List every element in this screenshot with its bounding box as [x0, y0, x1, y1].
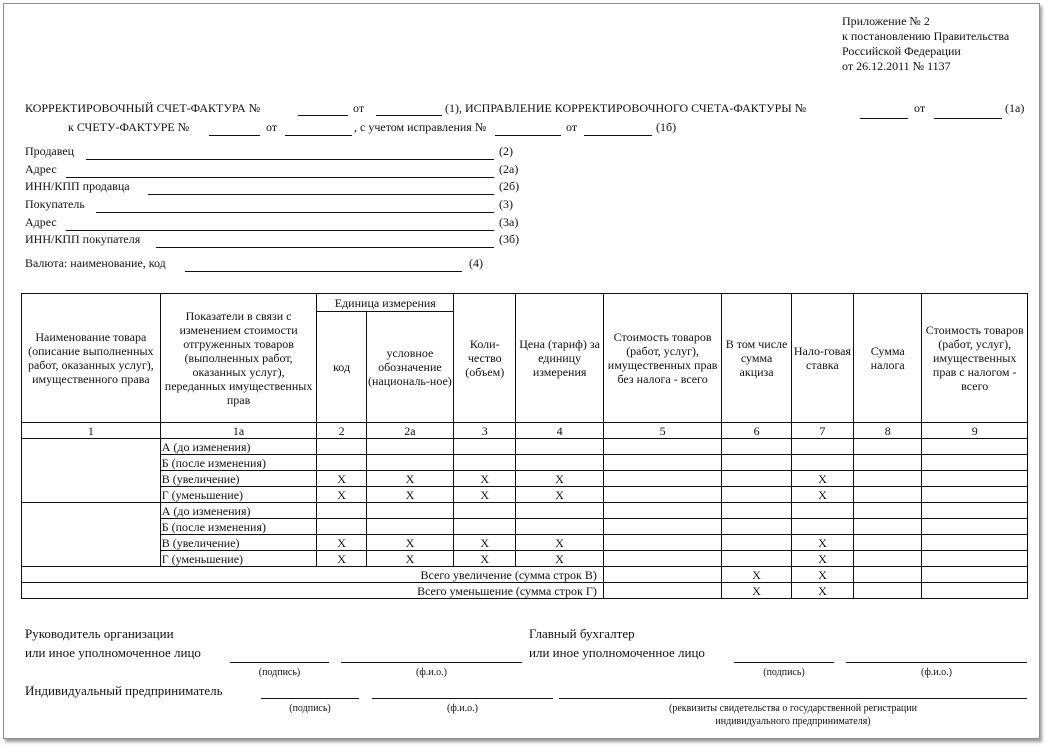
- cell[interactable]: [791, 503, 853, 519]
- cell[interactable]: [603, 455, 722, 471]
- invoice-date-field[interactable]: [376, 115, 442, 116]
- column-number: 1: [22, 423, 161, 439]
- entrepreneur-fio-field[interactable]: [372, 698, 553, 699]
- title-mark-1a: (1а): [1005, 101, 1025, 115]
- appendix-line: Приложение № 2: [842, 14, 930, 28]
- cell[interactable]: [516, 519, 603, 535]
- title-ot-2: от: [914, 101, 926, 115]
- row-label: Г (уменьшение): [160, 551, 317, 567]
- seller-address-label: Адрес: [25, 162, 57, 176]
- cell[interactable]: [854, 487, 922, 503]
- row-label: В (увеличение): [160, 471, 317, 487]
- cell[interactable]: [603, 471, 722, 487]
- registration-caption-line: индивидуального предпринимателя): [715, 716, 871, 727]
- cell[interactable]: [791, 439, 853, 455]
- cell[interactable]: [366, 455, 453, 471]
- cell[interactable]: [603, 535, 722, 551]
- chief-accountant-label-2: или иное уполномоченное лицо: [529, 645, 705, 660]
- cross-mark: X: [722, 567, 791, 583]
- currency-mark: (4): [469, 256, 483, 270]
- cell[interactable]: [603, 439, 722, 455]
- total-decrease-row: [22, 583, 1028, 599]
- correction-number-field[interactable]: [860, 118, 908, 119]
- cell[interactable]: [603, 567, 722, 583]
- cell[interactable]: [317, 455, 366, 471]
- buyer-inn-field[interactable]: [156, 247, 494, 248]
- appendix-line: к постановлению Правительства: [842, 29, 1010, 43]
- title-correction: (1), ИСПРАВЛЕНИЕ КОРРЕКТИРОВОЧНОГО СЧЕТА-ФАКТУРЫ №: [445, 101, 807, 115]
- cell[interactable]: [722, 535, 791, 551]
- header-cost-with-tax: Стоимость товаров (работ, услуг), имущественных прав с налогом - всего: [922, 294, 1028, 423]
- cell[interactable]: [854, 551, 922, 567]
- cell[interactable]: [922, 519, 1028, 535]
- chief-fio-field[interactable]: [846, 662, 1027, 663]
- buyer-address-field[interactable]: [66, 230, 494, 231]
- buyer-inn-mark: (3б): [499, 232, 520, 246]
- cell[interactable]: [922, 535, 1028, 551]
- cell[interactable]: [791, 519, 853, 535]
- column-number: 2: [317, 423, 366, 439]
- table-row: [22, 503, 1028, 519]
- cell[interactable]: [516, 439, 603, 455]
- currency-field[interactable]: [185, 271, 462, 272]
- seller-label: Продавец: [25, 144, 75, 158]
- header-quantity: Коли-чество (объем): [454, 294, 516, 423]
- cell[interactable]: [454, 503, 516, 519]
- cell[interactable]: [922, 439, 1028, 455]
- total-increase-row: [22, 567, 1028, 583]
- table-row: [22, 455, 1028, 471]
- row-label: Б (после изменения): [160, 519, 317, 535]
- cross-mark: X: [454, 551, 516, 567]
- base-correction-date-field[interactable]: [584, 135, 652, 136]
- cell[interactable]: [366, 439, 453, 455]
- entrepreneur-fio-caption: (ф.и.о.): [447, 703, 478, 714]
- cross-mark: X: [317, 551, 366, 567]
- cell[interactable]: [922, 583, 1028, 599]
- seller-inn-field[interactable]: [148, 194, 494, 195]
- row-label: А (до изменения): [160, 439, 317, 455]
- cell[interactable]: [317, 519, 366, 535]
- seller-inn-mark: (2б): [499, 179, 520, 193]
- head-label-1: Руководитель организации: [25, 626, 174, 641]
- row-label: А (до изменения): [160, 503, 317, 519]
- cross-mark: X: [454, 487, 516, 503]
- cross-mark: X: [366, 487, 453, 503]
- buyer-mark: (3): [499, 197, 513, 211]
- header-tax-rate: Нало-говая ставка: [791, 294, 853, 423]
- header-unit-code: код: [317, 312, 366, 423]
- column-number: 3: [454, 423, 516, 439]
- table-row: [22, 439, 1028, 455]
- cross-mark: X: [722, 583, 791, 599]
- entrepreneur-label: Индивидуальный предприниматель: [25, 683, 223, 698]
- column-number: 1а: [160, 423, 317, 439]
- cell[interactable]: [722, 551, 791, 567]
- cell[interactable]: [722, 487, 791, 503]
- cell[interactable]: [922, 503, 1028, 519]
- cell[interactable]: [366, 503, 453, 519]
- cross-mark: X: [791, 567, 853, 583]
- appendix-note: [842, 14, 1009, 74]
- buyer-address-label: Адрес: [25, 215, 57, 229]
- cross-mark: X: [454, 535, 516, 551]
- invoice-table: [21, 293, 1028, 599]
- cell[interactable]: [454, 519, 516, 535]
- row-label: Б (после изменения): [160, 455, 317, 471]
- column-number: 6: [722, 423, 791, 439]
- entrepreneur-signature-caption: (подпись): [289, 703, 331, 714]
- seller-inn-label: ИНН/КПП продавца: [25, 179, 130, 193]
- cross-mark: X: [516, 551, 603, 567]
- title-to-invoice: к СЧЕТУ-ФАКТУРЕ №: [68, 120, 190, 134]
- cell[interactable]: [366, 519, 453, 535]
- cell[interactable]: [603, 519, 722, 535]
- title-ot-1: от: [353, 101, 365, 115]
- cross-mark: X: [317, 471, 366, 487]
- table-row: [22, 471, 1028, 487]
- cell[interactable]: [722, 471, 791, 487]
- chief-fio-caption: (ф.и.о.): [921, 667, 952, 678]
- header-product-name: Наименование товара (описание выполненных работ, оказанных услуг), имущественного права: [22, 294, 161, 423]
- cell[interactable]: [516, 455, 603, 471]
- cross-mark: X: [516, 487, 603, 503]
- entrepreneur-registration-caption: [559, 702, 1027, 728]
- title-ot-4: от: [566, 120, 578, 134]
- cross-mark: X: [366, 471, 453, 487]
- invoice-table-wrapper: [21, 293, 1028, 599]
- seller-address-mark: (2а): [499, 162, 519, 176]
- table-row: [22, 487, 1028, 503]
- cell[interactable]: [922, 455, 1028, 471]
- cell[interactable]: [854, 535, 922, 551]
- cell[interactable]: [317, 503, 366, 519]
- base-invoice-date-field[interactable]: [285, 135, 352, 136]
- head-signature-caption: (подпись): [258, 667, 301, 678]
- cell[interactable]: [922, 551, 1028, 567]
- cell[interactable]: [854, 439, 922, 455]
- buyer-address-mark: (3а): [499, 215, 519, 229]
- head-signature-field[interactable]: [230, 662, 329, 663]
- cell[interactable]: [603, 583, 722, 599]
- head-fio-field[interactable]: [341, 662, 522, 663]
- title-mark-1b: (1б): [656, 120, 677, 134]
- cell[interactable]: [854, 471, 922, 487]
- header-unit-group: Единица измерения: [317, 294, 454, 312]
- cell[interactable]: [603, 551, 722, 567]
- cell[interactable]: [454, 439, 516, 455]
- cell[interactable]: [854, 455, 922, 471]
- table-row: [22, 519, 1028, 535]
- head-fio-caption: (ф.и.о.): [416, 667, 447, 678]
- header-cost-without-tax: Стоимость товаров (работ, услуг), имущественных прав без налога - всего: [603, 294, 722, 423]
- header-indicators: Показатели в связи с изменением стоимости отгруженных товаров (выполненных работ, оказанных услуг), переданных имущественных прав: [160, 294, 317, 423]
- cell[interactable]: [854, 519, 922, 535]
- column-number: 5: [603, 423, 722, 439]
- cross-mark: X: [317, 535, 366, 551]
- title-with-correction: , с учетом исправления №: [354, 120, 487, 134]
- header-unit-designation: условное обозначение (националь-ное): [366, 312, 453, 423]
- table-row: [22, 535, 1028, 551]
- column-number: 8: [854, 423, 922, 439]
- base-invoice-number-field[interactable]: [209, 135, 260, 136]
- cell[interactable]: [854, 503, 922, 519]
- chief-signature-caption: (подпись): [763, 667, 805, 678]
- cross-mark: X: [516, 471, 603, 487]
- appendix-line: от 26.12.2011 № 1137: [842, 59, 951, 73]
- buyer-label: Покупатель: [25, 197, 85, 211]
- seller-mark: (2): [499, 144, 513, 158]
- product-name-cell[interactable]: [22, 503, 161, 567]
- chief-accountant-label-1: Главный бухгалтер: [529, 626, 635, 641]
- header-excise: В том числе сумма акциза: [722, 294, 791, 423]
- invoice-form-page: [3, 3, 1040, 739]
- cell[interactable]: [516, 503, 603, 519]
- column-number: 4: [516, 423, 603, 439]
- cell[interactable]: [791, 455, 853, 471]
- base-correction-number-field[interactable]: [495, 135, 561, 136]
- column-number: 2а: [366, 423, 453, 439]
- cell[interactable]: [854, 567, 922, 583]
- chief-signature-field[interactable]: [734, 662, 834, 663]
- product-name-cell[interactable]: [22, 439, 161, 503]
- cell[interactable]: [722, 439, 791, 455]
- cross-mark: X: [366, 535, 453, 551]
- cell[interactable]: [722, 503, 791, 519]
- buyer-inn-label: ИНН/КПП покупателя: [25, 232, 141, 246]
- row-label: В (увеличение): [160, 535, 317, 551]
- seller-field[interactable]: [86, 159, 494, 160]
- invoice-number-field[interactable]: [298, 115, 348, 116]
- seller-address-field[interactable]: [66, 177, 494, 178]
- title-ot-3: от: [266, 120, 278, 134]
- buyer-field[interactable]: [96, 212, 494, 213]
- cell[interactable]: [454, 455, 516, 471]
- entrepreneur-signature-field[interactable]: [261, 698, 359, 699]
- registration-caption-line: (реквизиты свидетельства о государственной регистрации: [669, 703, 917, 714]
- cell[interactable]: [603, 503, 722, 519]
- correction-date-field[interactable]: [934, 118, 1002, 119]
- title-main: КОРРЕКТИРОВОЧНЫЙ СЧЕТ-ФАКТУРА №: [25, 101, 261, 115]
- header-tax-amount: Сумма налога: [854, 294, 922, 423]
- cross-mark: X: [791, 551, 853, 567]
- cross-mark: X: [366, 551, 453, 567]
- cross-mark: X: [791, 535, 853, 551]
- cell[interactable]: [922, 471, 1028, 487]
- head-label-2: или иное уполномоченное лицо: [25, 645, 201, 660]
- cross-mark: X: [454, 471, 516, 487]
- cell[interactable]: [922, 567, 1028, 583]
- total-increase-label: Всего увеличение (сумма строк В): [22, 567, 604, 583]
- column-numbers-row: [22, 423, 1028, 439]
- currency-label: Валюта: наименование, код: [25, 256, 166, 270]
- cell[interactable]: [922, 487, 1028, 503]
- header-price: Цена (тариф) за единицу измерения: [516, 294, 603, 423]
- cross-mark: X: [516, 535, 603, 551]
- cell[interactable]: [317, 439, 366, 455]
- cross-mark: X: [791, 487, 853, 503]
- table-row: [22, 551, 1028, 567]
- row-label: Г (уменьшение): [160, 487, 317, 503]
- cell[interactable]: [722, 455, 791, 471]
- column-number: 7: [791, 423, 853, 439]
- appendix-line: Российской Федерации: [842, 44, 961, 58]
- entrepreneur-registration-field[interactable]: [559, 698, 1027, 699]
- cell[interactable]: [722, 519, 791, 535]
- cross-mark: X: [317, 487, 366, 503]
- total-decrease-label: Всего уменьшение (сумма строк Г): [22, 583, 604, 599]
- cross-mark: X: [791, 583, 853, 599]
- cross-mark: X: [791, 471, 853, 487]
- cell[interactable]: [603, 487, 722, 503]
- cell[interactable]: [854, 583, 922, 599]
- column-number: 9: [922, 423, 1028, 439]
